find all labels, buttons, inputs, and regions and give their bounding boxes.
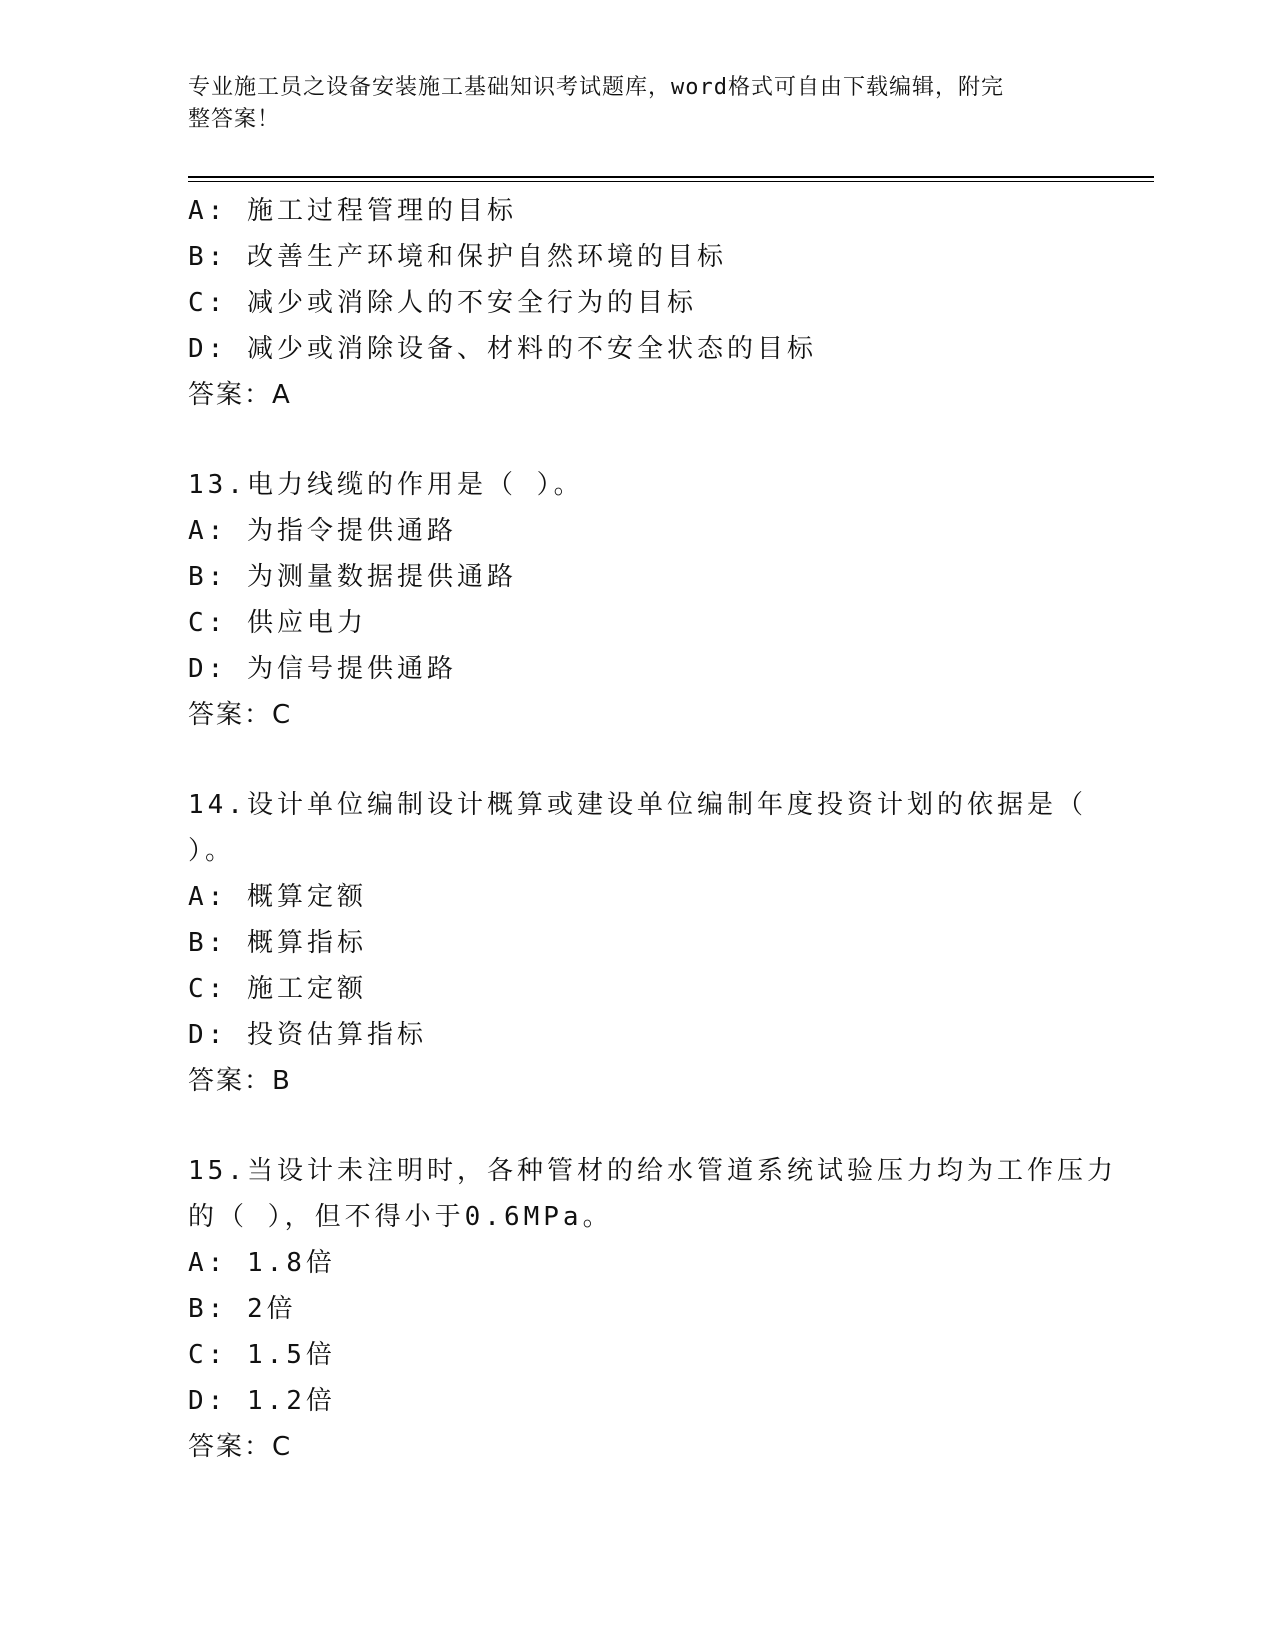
option-c: C: 供应电力 (188, 608, 367, 638)
question-13 (188, 462, 1088, 738)
document-header (188, 72, 1068, 136)
answer-value: A (272, 380, 292, 410)
option-c: C: 施工定额 (188, 974, 367, 1004)
option-b: B: 2倍 (188, 1294, 297, 1324)
answer-line (188, 692, 1088, 738)
answer-line (188, 1058, 1088, 1104)
option-b: B: 为测量数据提供通路 (188, 562, 517, 592)
option-b: B: 改善生产环境和保护自然环境的目标 (188, 242, 727, 272)
question-stem-line-2: ）。 (188, 836, 236, 866)
option-d: D: 投资估算指标 (188, 1020, 427, 1050)
question-stem-line-1: 14.设计单位编制设计概算或建设单位编制年度投资计划的依据是（ (188, 790, 1087, 820)
question-stem-line-1: 15.当设计未注明时，各种管材的给水管道系统试验压力均为工作压力 (188, 1156, 1117, 1186)
answer-label: 答案： (188, 380, 273, 410)
answer-label: 答案： (188, 700, 273, 730)
answer-line (188, 372, 1088, 418)
option-b: B: 概算指标 (188, 928, 367, 958)
option-a: A: 施工过程管理的目标 (188, 196, 517, 226)
question-stem: 13.电力线缆的作用是（ ）。 (188, 470, 584, 500)
spacer (188, 418, 1088, 462)
header-line-1: 专业施工员之设备安装施工基础知识考试题库，word格式可自由下载编辑，附完 (188, 75, 1004, 100)
answer-line (188, 1424, 1088, 1470)
question-12 (188, 188, 1088, 418)
option-d: D: 减少或消除设备、材料的不安全状态的目标 (188, 334, 817, 364)
option-c: C: 减少或消除人的不安全行为的目标 (188, 288, 697, 318)
option-d: D: 1.2倍 (188, 1386, 336, 1416)
question-14 (188, 782, 1088, 1104)
header-divider-thin (188, 181, 1154, 182)
option-c: C: 1.5倍 (188, 1340, 336, 1370)
spacer (188, 738, 1088, 782)
question-list (188, 188, 1117, 1470)
answer-label: 答案： (188, 1432, 273, 1462)
spacer (188, 1104, 1088, 1148)
header-divider-thick (188, 176, 1154, 178)
answer-label: 答案： (188, 1066, 273, 1096)
question-15 (188, 1148, 1117, 1470)
option-a: A: 为指令提供通路 (188, 516, 457, 546)
option-a: A: 1.8倍 (188, 1248, 336, 1278)
option-d: D: 为信号提供通路 (188, 654, 457, 684)
question-stem-line-2: 的（ ），但不得小于0.6MPa。 (188, 1202, 613, 1232)
answer-value: C (272, 1432, 293, 1462)
answer-value: C (272, 700, 293, 730)
answer-value: B (272, 1066, 292, 1096)
option-a: A: 概算定额 (188, 882, 367, 912)
header-line-2: 整答案！ (188, 107, 281, 132)
